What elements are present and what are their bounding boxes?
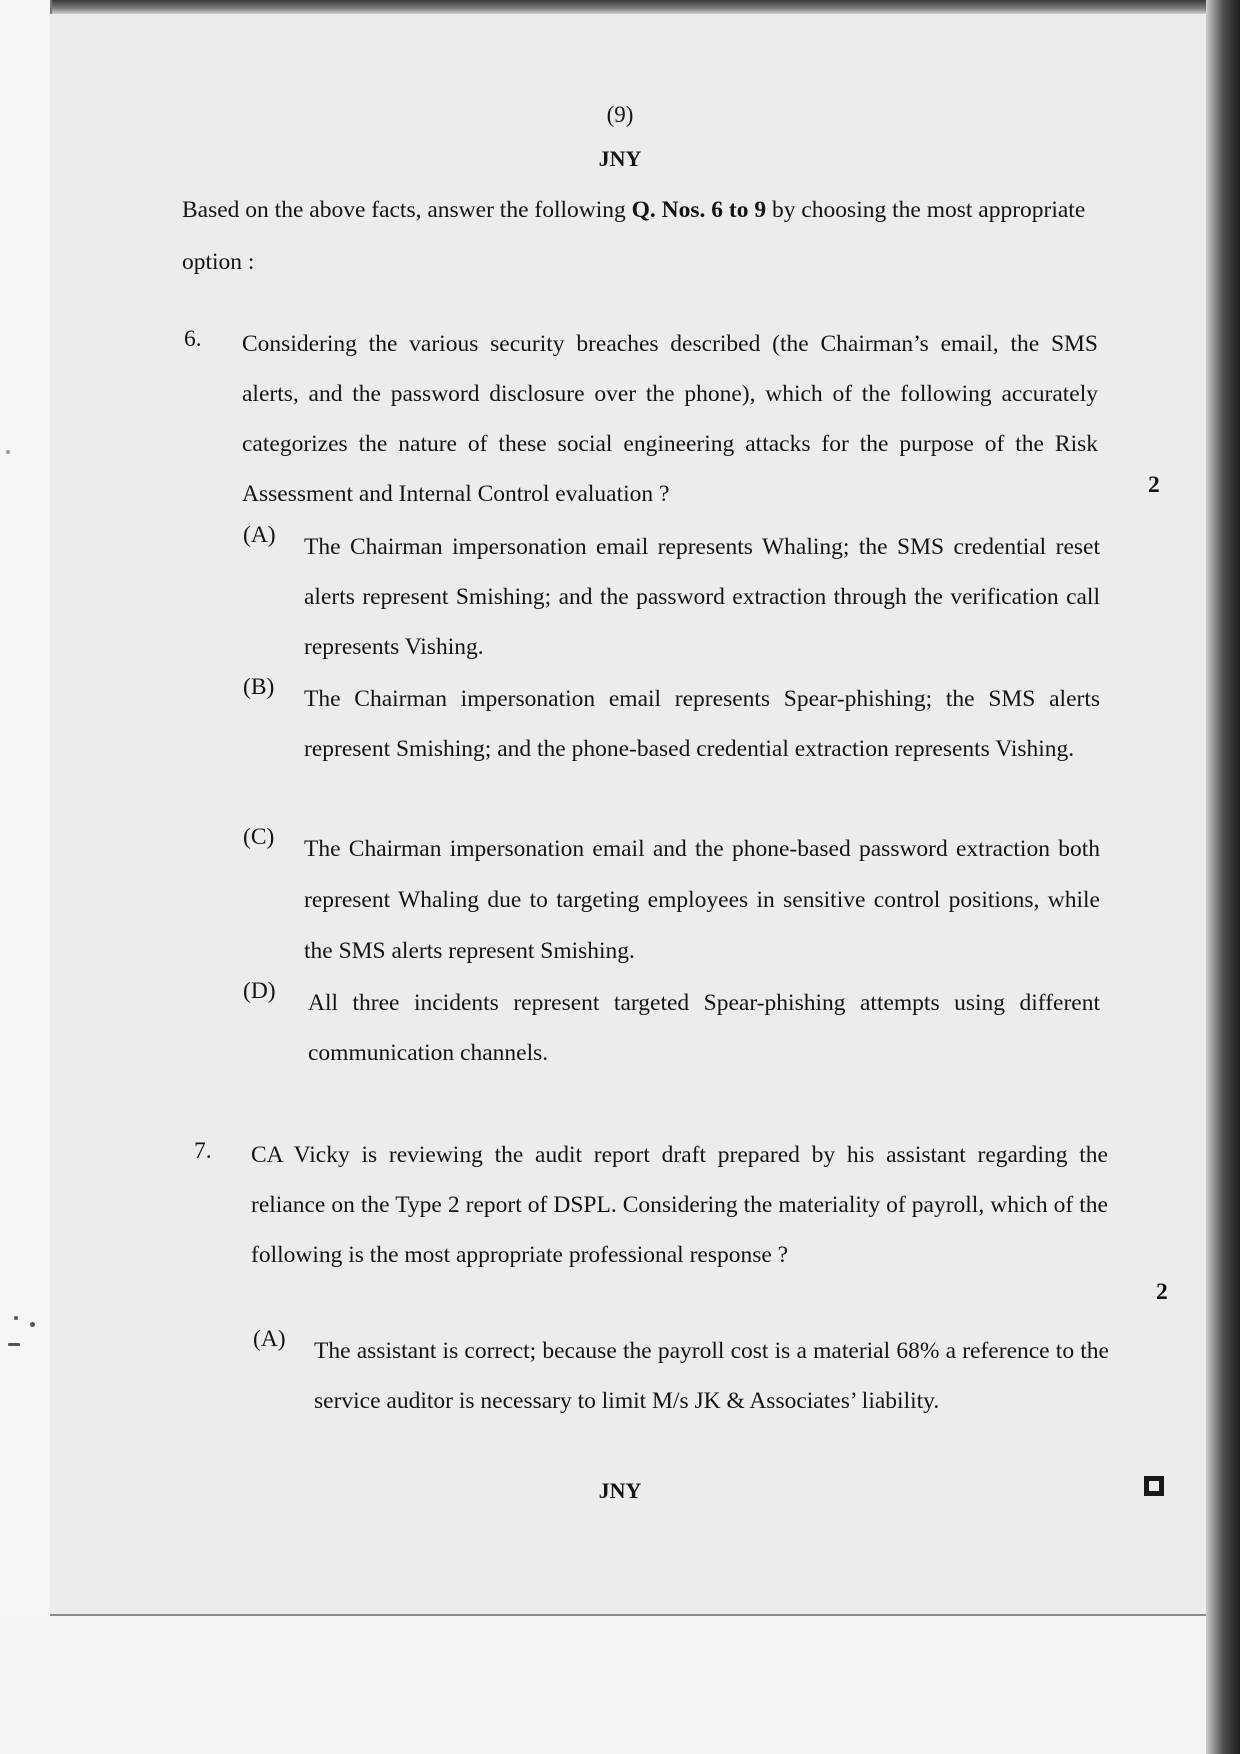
question-text: Considering the various security breaches described (the Chairman’s email, the SMS alerts, and the password disclosure over the phone), which of the following accurately categorizes the nature of these social engineering attacks for the purpose of the Risk Assessment and Internal Control evaluation ?	[242, 331, 1098, 507]
option-label: (A)	[243, 522, 276, 548]
question-marks: 2	[1148, 472, 1160, 498]
option-text: The Chairman impersonation email represents Spear-phishing; the SMS alerts represent Smishing; and the phone-based credential extraction represents Vishing.	[304, 686, 1100, 762]
page-number: (9)	[606, 102, 634, 127]
footer-paper-code: JNY	[598, 1478, 642, 1503]
option-label: (C)	[243, 824, 275, 850]
scan-speck	[30, 1322, 35, 1327]
question-number: 6.	[184, 326, 202, 352]
instructions-text-end: by choosing the most appropriate option :	[182, 197, 1086, 275]
question-text: CA Vicky is reviewing the audit report draft prepared by his assistant regarding the reliance on the Type 2 report of DSPL. Considering the materiality of payroll, which of the following is the most appropriate professional response ?	[251, 1142, 1108, 1268]
option-label: (B)	[243, 674, 275, 700]
scan-speck	[6, 450, 10, 454]
scan-speck	[14, 1316, 18, 1320]
option-label: (A)	[253, 1326, 286, 1352]
scan-top-border	[0, 0, 1240, 14]
scan-bottom-area	[0, 1616, 1206, 1754]
option-text: All three incidents represent targeted Spear-phishing attempts using different communication channels.	[308, 990, 1100, 1066]
header-paper-code: JNY	[598, 146, 642, 171]
option-text: The Chairman impersonation email represents Whaling; the SMS credential reset alerts represent Smishing; and the password extraction through the verification call represents Vishing.	[304, 534, 1100, 660]
option-text: The Chairman impersonation email and the phone-based password extraction both represent Whaling due to targeting employees in sensitive control positions, while the SMS alerts represent Smishing.	[304, 836, 1100, 964]
option-label: (D)	[243, 978, 276, 1004]
option-text: The assistant is correct; because the payroll cost is a material 68% a reference to the service auditor is necessary to limit M/s JK & Associates’ liability.	[314, 1338, 1109, 1414]
instructions-question-range: Q. Nos. 6 to 9	[631, 197, 767, 223]
instructions-text-start: Based on the above facts, answer the following	[182, 197, 632, 223]
scan-speck	[8, 1343, 20, 1346]
question-marks: 2	[1156, 1279, 1168, 1305]
instructions-paragraph	[182, 184, 1100, 288]
end-of-page-square-icon	[1144, 1476, 1164, 1496]
question-number: 7.	[194, 1138, 212, 1164]
